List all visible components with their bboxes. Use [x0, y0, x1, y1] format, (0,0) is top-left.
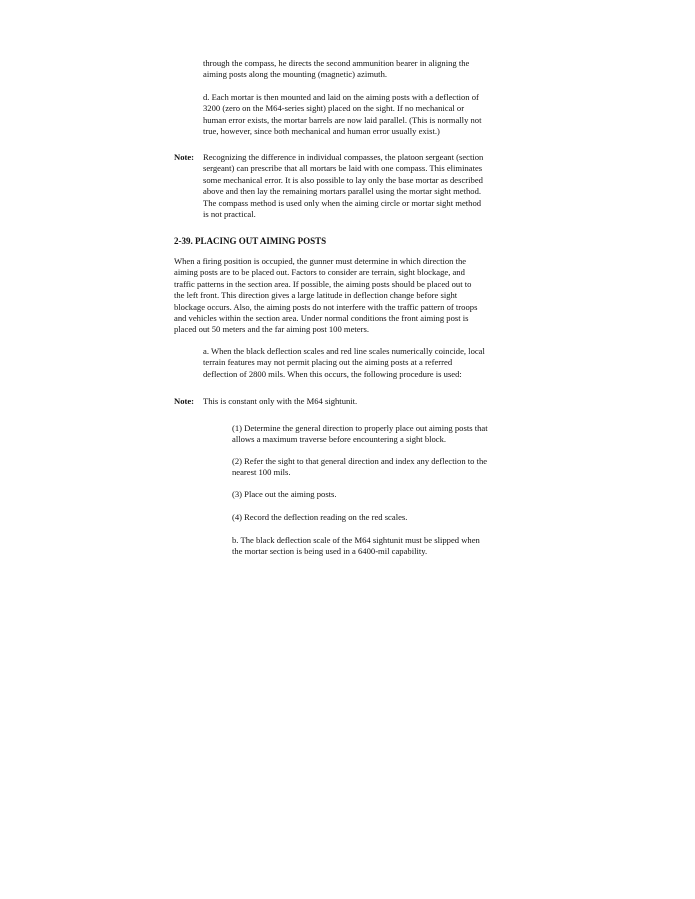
text-line: (1) Determine the general direction to properly place out aiming posts that: [232, 423, 488, 433]
note-label: Note:: [174, 396, 195, 406]
paragraph-d: [203, 92, 482, 138]
text-line: d. Each mortar is then mounted and laid on the aiming posts with a deflection of: [203, 92, 479, 102]
text-line: b. The black deflection scale of the M64 sightunit must be slipped when: [232, 535, 480, 545]
text-line: terrain features may not permit placing out the aiming posts at a referred: [203, 357, 453, 368]
section-heading: 2-39. PLACING OUT AIMING POSTS: [174, 236, 327, 246]
note-text: [203, 396, 357, 407]
text-line: (2) Refer the sight to that general direction and index any deflection to the: [232, 456, 488, 466]
text-line: a. When the black deflection scales and red line scales numerically coincide, local: [203, 346, 485, 356]
text-line: placed out 50 meters and the far aiming post 100 meters.: [174, 324, 369, 335]
text-line: The compass method is used only when the aiming circle or mortar sight method: [203, 197, 482, 208]
step-3: [232, 489, 337, 500]
text-line: traffic patterns in the section area. If possible, the aiming posts should be placed out to: [174, 278, 472, 289]
paragraph-a: [203, 346, 485, 380]
text-line: the left front. This direction gives a large latitude in deflection change before sight: [174, 290, 458, 301]
text-line: This is constant only with the M64 sightunit.: [203, 396, 358, 406]
step-2: [232, 456, 487, 479]
paragraph-intro: [174, 256, 477, 336]
text-line: 3200 (zero on the M64-series sight) placed on the sight. If no mechanical or: [203, 103, 465, 114]
text-line: true, however, since both mechanical and human error usually exist.): [203, 126, 440, 137]
text-line: above and then lay the remaining mortars parallel using the mortar sight method.: [203, 186, 482, 197]
text-line: Recognizing the difference in individual compasses, the platoon sergeant (section: [203, 152, 484, 162]
text-line: the mortar section is being used in a 6400-mil capability.: [232, 546, 428, 557]
text-line: and vehicles within the section area. Under normal conditions the front aiming post is: [174, 313, 469, 324]
note-label: Note:: [174, 152, 195, 162]
text-line: (3) Place out the aiming posts.: [232, 489, 337, 499]
text-line: sergeant) can prescribe that all mortars be laid with one compass. This eliminates: [203, 163, 483, 174]
text-line: human error exists, the mortar barrels are now laid parallel. (This is normally not: [203, 114, 482, 125]
text-line: deflection of 2800 mils. When this occurs, the following procedure is used:: [203, 368, 462, 379]
text-line: aiming posts along the mounting (magnetic) azimuth.: [203, 69, 388, 80]
text-line: nearest 100 mils.: [232, 467, 291, 478]
paragraph-continued: [203, 58, 469, 81]
text-line: through the compass, he directs the second ammunition bearer in aligning the: [203, 58, 470, 68]
text-line: aiming posts are to be placed out. Factors to consider are terrain, sight blockage, and: [174, 267, 465, 278]
step-1: [232, 423, 488, 446]
text-line: is not practical.: [203, 209, 256, 220]
text-line: When a firing position is occupied, the gunner must determine in which direction the: [174, 256, 467, 266]
paragraph-b: [232, 535, 480, 558]
text-line: (4) Record the deflection reading on the red scales.: [232, 512, 408, 522]
step-4: [232, 512, 407, 523]
text-line: some mechanical error. It is also possible to lay only the base mortar as described: [203, 174, 483, 185]
text-line: blockage occurs. Also, the aiming posts do not interfere with the traffic pattern of troops: [174, 301, 478, 312]
text-line: allows a maximum traverse before encountering a sight block.: [232, 434, 447, 445]
note-text: [203, 152, 483, 220]
